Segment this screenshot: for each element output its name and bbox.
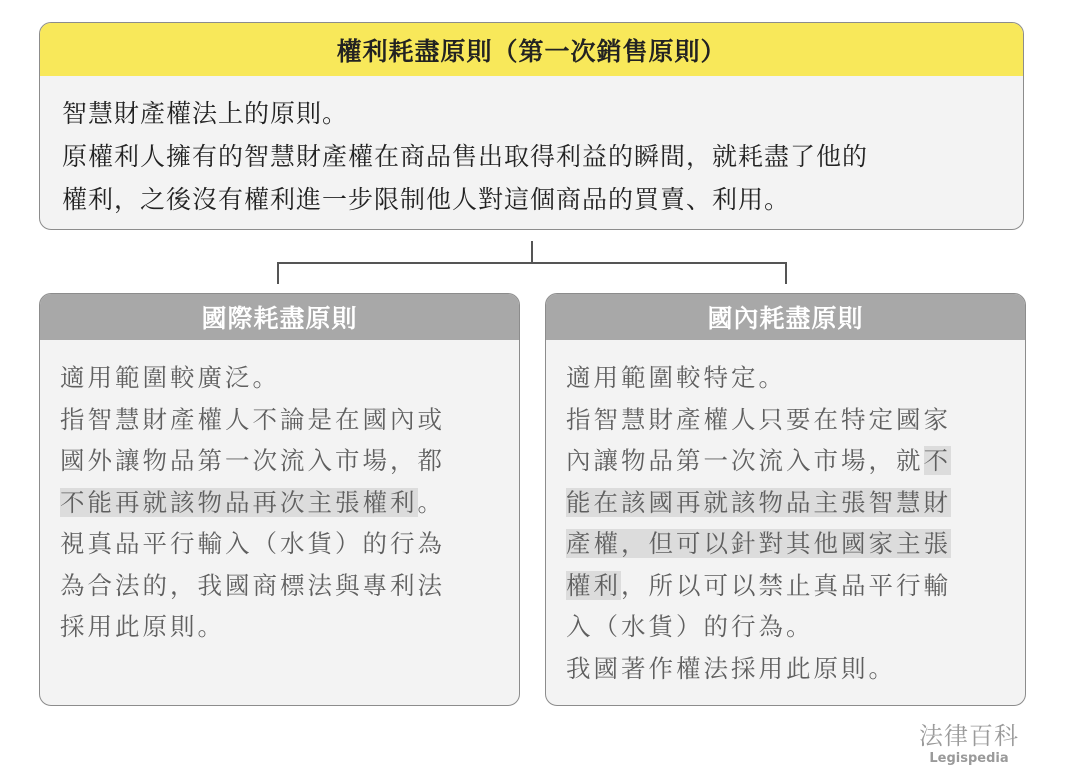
- description-line: 視真品平行輸入（水貨）的行為: [60, 529, 445, 558]
- concept-line: 智慧財產權法上的原則。: [62, 99, 349, 128]
- concept-line: 權利，之後沒有權利進一步限制他人對這個商品的買賣、利用。: [62, 185, 791, 214]
- connector-branch: [277, 262, 786, 264]
- connector-trunk: [531, 241, 533, 263]
- highlighted-text: 不能再就該物品再次主張權利: [60, 487, 418, 517]
- concept-box: [39, 22, 1024, 230]
- connector-left: [277, 262, 279, 284]
- description-line: [60, 482, 505, 524]
- domestic-exhaustion-description: [546, 340, 1025, 689]
- description-line: [566, 482, 1011, 524]
- description-line: 採用此原則。: [60, 612, 225, 641]
- description-line: [566, 523, 1011, 565]
- international-exhaustion-title: 國際耗盡原則: [40, 294, 519, 340]
- description-line: [566, 565, 1011, 607]
- description-line: [566, 440, 1011, 482]
- international-exhaustion-box: [39, 293, 520, 706]
- highlighted-text: 產權，但可以針對其他國家主張: [566, 529, 951, 558]
- logo-english: Legispedia: [929, 751, 1009, 766]
- concept-title: 權利耗盡原則（第一次銷售原則）: [40, 23, 1023, 76]
- description-text: ，所以可以禁止真品平行輸: [621, 570, 951, 600]
- concept-description: [40, 76, 1023, 221]
- connector-right: [785, 262, 787, 284]
- description-line: 入（水貨）的行為。: [566, 612, 814, 641]
- description-line: 國外讓物品第一次流入市場，都: [60, 446, 445, 475]
- description-line: 指智慧財產權人只要在特定國家: [566, 404, 951, 434]
- description-text: 內讓物品第一次流入市場，就: [566, 446, 924, 475]
- highlighted-text: 權利: [566, 570, 621, 600]
- logo-chinese: 法律百科: [919, 722, 1019, 750]
- domestic-exhaustion-title: 國內耗盡原則: [546, 294, 1025, 340]
- description-line: 我國著作權法採用此原則。: [566, 653, 896, 683]
- concept-line: 原權利人擁有的智慧財產權在商品售出取得利益的瞬間，就耗盡了他的: [62, 142, 869, 171]
- description-line: 指智慧財產權人不論是在國內或: [60, 404, 445, 434]
- description-line: 適用範圍較特定。: [566, 363, 786, 392]
- description-text: 。: [417, 487, 445, 517]
- highlighted-text: 能在該國再就該物品主張智慧財: [566, 487, 951, 517]
- international-exhaustion-description: [40, 340, 519, 648]
- description-line: 為合法的，我國商標法與專利法: [60, 570, 445, 600]
- highlighted-text: 不: [923, 446, 951, 475]
- domestic-exhaustion-box: [545, 293, 1026, 706]
- description-line: 適用範圍較廣泛。: [60, 363, 280, 392]
- legispedia-logo: [918, 722, 1020, 768]
